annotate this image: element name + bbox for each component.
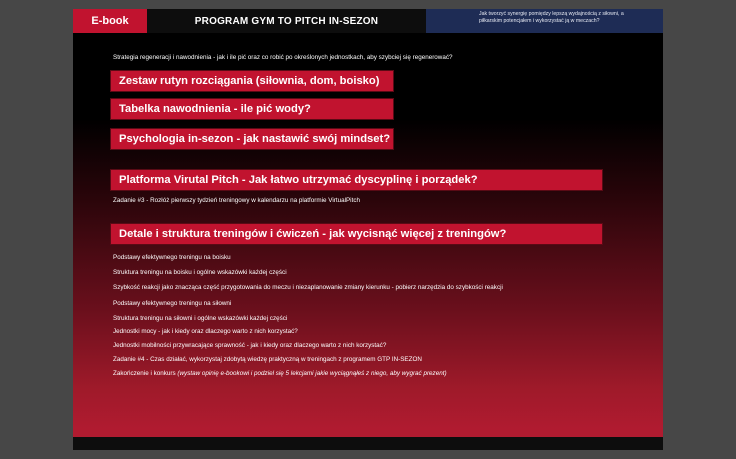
list-item: Struktura treningu na siłowni i ogólne wskazówki każdej części xyxy=(113,315,288,322)
list-item: Podstawy efektywnego treningu na boisku xyxy=(113,254,231,261)
list-item: Jednostki mocy - jak i kiedy oraz dlaczego warto z nich korzystać? xyxy=(113,328,298,335)
promo-line-1: Jak tworzyć synergię pomiędzy lepszą wydajnością z siłowni, a xyxy=(479,11,624,17)
top-bar xyxy=(73,9,663,33)
ebook-panel xyxy=(73,9,663,450)
hydration-table-button[interactable]: Tabelka nawodnienia - ile pić wody? xyxy=(110,98,394,120)
list-item: Podstawy efektywnego treningu na siłowni xyxy=(113,300,232,307)
ending-contest-note: (wystaw opinię e-bookowi i podziel się 5 lekcjami jakie wyciągnąłeś z niego, aby wygrać prezent) xyxy=(177,370,447,377)
list-item: Struktura treningu na boisku i ogólne wskazówki każdej części xyxy=(113,269,287,276)
ebook-tab[interactable]: E-book xyxy=(73,9,147,33)
promo-box xyxy=(426,9,663,33)
bottom-strip xyxy=(73,437,663,450)
virtual-pitch-platform-button[interactable]: Platforma Virutal Pitch - Jak łatwo utrzymać dyscyplinę i porządek? xyxy=(110,169,603,191)
intro-text: Strategia regeneracji i nawodnienia - jak i ile pić oraz co robić po określonych jednostkach, aby szybciej się regenerować? xyxy=(113,54,453,61)
list-item: Szybkość reakcji jako znacząca część przygotowania do meczu i niezaplanowanie zmiany kierunku - pobierz narzędzia do szybkości reakcji xyxy=(113,284,503,291)
psychology-button[interactable]: Psychologia in-sezon - jak nastawić swój mindset? xyxy=(110,128,394,150)
training-details-button[interactable]: Detale i struktura treningów i ćwiczeń - jak wycisnąć więcej z treningów? xyxy=(110,223,603,245)
program-title: PROGRAM GYM TO PITCH IN-SEZON xyxy=(194,15,379,27)
task-4-text: Zadanie #4 - Czas działać, wykorzystaj zdobytą wiedzę praktyczną w treningach z programem GTP IN-SEZON xyxy=(113,356,422,363)
ending-prefix: Zakończenie i konkurs xyxy=(113,370,178,377)
task-3-text: Zadanie #3 - Rozłóż pierwszy tydzień treningowy w kalendarzu na platformie VirtualPitch xyxy=(113,197,360,204)
ending-text xyxy=(113,370,447,377)
list-item: Jednostki mobilności przywracające sprawność - jak i kiedy oraz dlaczego warto z nich korzystać? xyxy=(113,342,387,349)
promo-line-2: piłkarskim potencjałem i wykorzystać ją w meczach? xyxy=(479,18,600,24)
stretching-routines-button[interactable]: Zestaw rutyn rozciągania (siłownia, dom, boisko) xyxy=(110,70,394,92)
